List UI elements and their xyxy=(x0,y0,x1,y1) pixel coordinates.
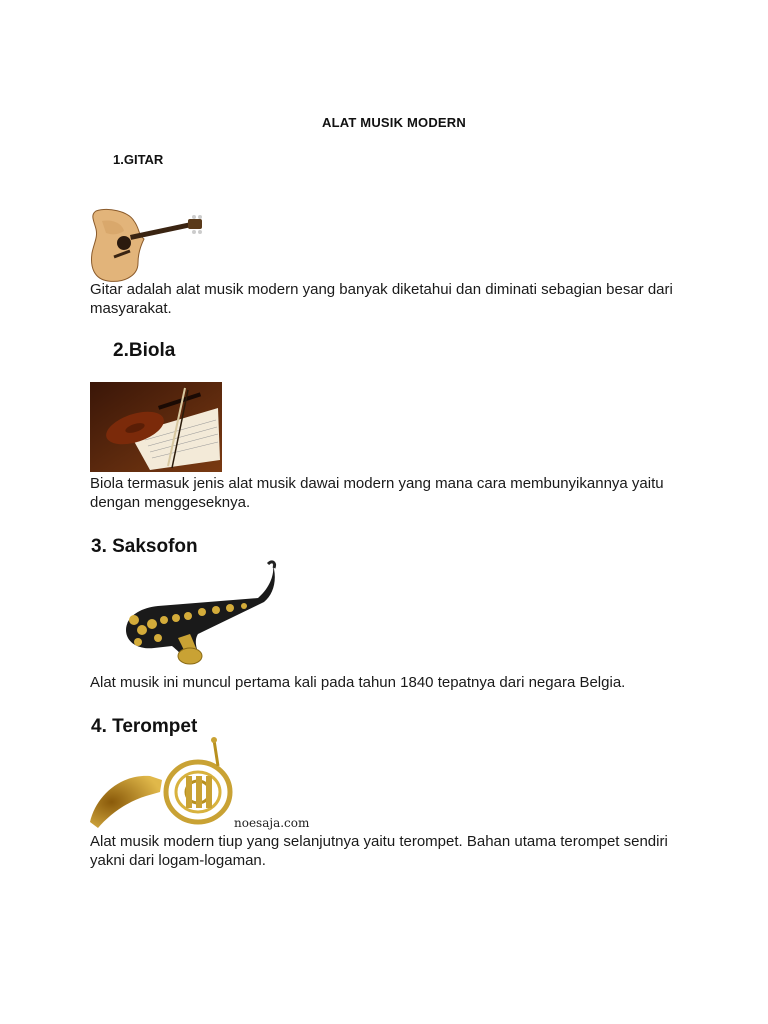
section-text-biola: Biola termasuk jenis alat musik dawai modern yang mana cara membunyikannya yaitu dengan menggeseknya. xyxy=(90,475,664,511)
section-text-terompet: Alat musik modern tiup yang selanjutnya yaitu terompet. Bahan utama terompet sendiri yakni dari logam-logaman. xyxy=(90,833,668,869)
section-heading-gitar: 1.GITAR xyxy=(113,152,164,167)
guitar-image xyxy=(88,205,206,283)
french-horn-image xyxy=(90,736,240,832)
section-heading-biola: 2.Biola xyxy=(113,340,176,361)
section-heading-saksofon: 3. Saksofon xyxy=(91,536,198,557)
saxophone-image xyxy=(118,558,278,670)
page-title: ALAT MUSIK MODERN xyxy=(322,115,466,130)
image-credit: noesaja.com xyxy=(234,816,310,830)
section-heading-terompet: 4. Terompet xyxy=(91,716,198,737)
section-text-saksofon: Alat musik ini muncul pertama kali pada tahun 1840 tepatnya dari negara Belgia. xyxy=(90,674,626,691)
violin-image xyxy=(90,382,222,472)
section-text-gitar: Gitar adalah alat musik modern yang banyak diketahui dan diminati sebagian besar dari masyarakat. xyxy=(90,281,673,317)
